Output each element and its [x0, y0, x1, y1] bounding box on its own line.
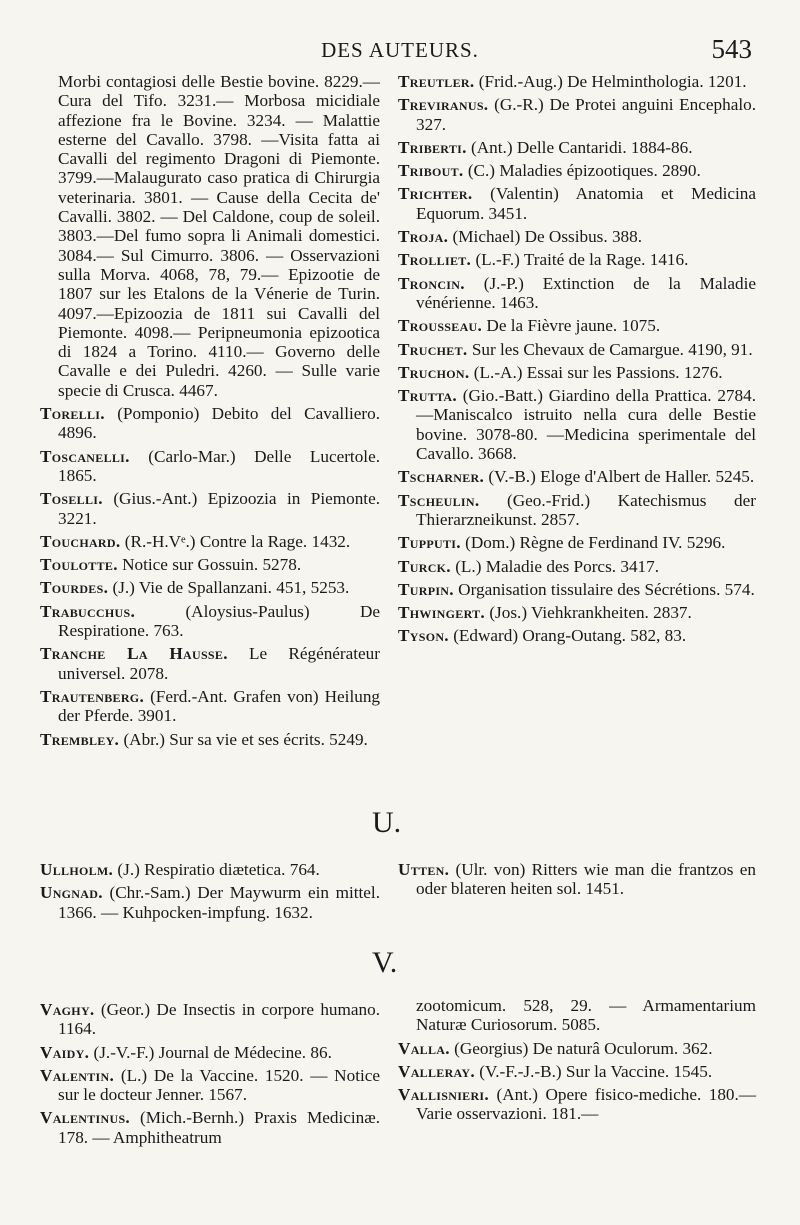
entry-text: (Pomponio) Debito del Cavalliero. 4896. — [58, 404, 380, 443]
author-name: Trichter. — [398, 184, 473, 204]
right-entries — [398, 72, 756, 646]
page-number: 543 — [711, 34, 752, 64]
index-entry — [398, 138, 756, 157]
index-entry — [40, 555, 380, 574]
author-name: Tourdes. — [40, 578, 109, 598]
author-name: Valentinus. — [40, 1108, 131, 1128]
v-right-column — [398, 996, 756, 1128]
index-entry — [398, 363, 756, 382]
author-name: Valentin. — [40, 1065, 115, 1085]
index-entry — [398, 274, 756, 313]
index-entry — [40, 404, 380, 443]
author-name: Tscharner. — [398, 467, 485, 487]
author-name: Tupputi. — [398, 533, 461, 553]
entry-text: (Carlo-Mar.) Delle Lucertole. 1865. — [58, 446, 380, 485]
entry-text: (Ferd.-Ant. Grafen von) Heilung der Pferde. 3901. — [58, 686, 381, 726]
entry-text: (Aloysius-Paulus) De Respiratione. 763. — [58, 601, 380, 641]
index-entry — [40, 532, 380, 551]
entry-text: Le Régénérateur universel. 2078. — [58, 644, 380, 683]
author-name: Trabucchus. — [40, 601, 136, 621]
author-name: Ullholm. — [40, 860, 114, 879]
author-name: Vaghy. — [40, 1000, 95, 1019]
author-name: Toselli. — [40, 489, 103, 509]
entry-text: Sur les Chevaux de Camargue. 4190, 91. — [471, 339, 753, 359]
index-entry — [40, 860, 380, 879]
u-right-column — [398, 860, 756, 903]
author-name: Tribout. — [398, 161, 464, 181]
entry-text: (J.) Respiratio diætetica. 764. — [117, 860, 320, 879]
index-entry — [398, 95, 756, 134]
entry-text: (Edward) Orang-Outang. 582, 83. — [453, 626, 687, 646]
entry-text: (J.-V.-F.) Journal de Médecine. 86. — [93, 1042, 332, 1062]
author-name: Troncin. — [398, 273, 465, 293]
author-name: Triberti. — [398, 137, 467, 157]
entry-text: (C.) Maladies épizootiques. 2890. — [467, 161, 701, 181]
entry-text: (Geo.-Frid.) Katechismus der Thierarzneikunst. 2857. — [416, 490, 757, 529]
index-entry — [398, 580, 756, 599]
index-entry — [40, 447, 380, 486]
author-name: Torelli. — [40, 404, 105, 424]
index-entry — [398, 603, 756, 622]
index-entry — [398, 860, 756, 899]
author-name: Trautenberg. — [40, 686, 145, 706]
entry-text: (L.-A.) Essai sur les Passions. 1276. — [473, 362, 723, 382]
right-column-top — [398, 72, 756, 650]
index-entry — [398, 491, 756, 530]
index-entry — [40, 1043, 380, 1062]
entry-text: (Abr.) Sur sa vie et ses écrits. 5249. — [123, 729, 368, 749]
entry-text: (Jos.) Viehkrankheiten. 2837. — [489, 603, 692, 623]
index-entry — [398, 227, 756, 246]
author-name: Trembley. — [40, 729, 120, 749]
left-entries — [40, 404, 380, 749]
v-left-column — [40, 1000, 380, 1151]
index-entry — [398, 161, 756, 180]
author-name: Trutta. — [398, 386, 457, 406]
entry-text: Organisation tissulaire des Sécrétions. 574. — [458, 579, 755, 599]
index-entry — [40, 1066, 380, 1105]
entry-text: (J.-P.) Extinction de la Maladie vénérienne. 1463. — [416, 273, 756, 312]
entry-text: (Geor.) De Insectis in corpore humano. 1164. — [58, 1000, 380, 1039]
entry-text: Notice sur Gossuin. 5278. — [122, 555, 302, 575]
index-entry — [398, 72, 756, 91]
left-column-top — [40, 72, 380, 753]
author-name: Ungnad. — [40, 883, 103, 903]
entry-text: (Valentin) Anatomia et Medicina Equorum. 3451. — [416, 184, 756, 223]
entry-text: (Georgius) De naturâ Oculorum. 362. — [454, 1038, 713, 1058]
continuation-entry: Morbi contagiosi delle Bestie bovine. 8229.—Cura del Tifo. 3231.— Morbosa micidiale affezione fra le Bovine. 3234. — Malattie esterne del Cavallo. 3798. —Visita fatta ai Cavalli del regimento Dragoni di Piemonte. 3799.—Malaugurato caso pratica di Chirurgia veterinaria. 3801. — Cause della Cecita de' Cavalli. 3802. — Del Caldone, coup de soleil. 3803.—Del fumo sopra li Animali domestici. 3084.— Sul Cimurro. 3806. — Osservazioni sulla Morva. 4068, 78, 79.— Epizootie de 1807 sur les Etalons de la Vénerie de Turin. 4097.—Epizoozia de 1811 sui Cavalli del Piemonte. 4098.— Peripneumonia epizootica di 1824 a Torino. 4110.— Governo delle Cavalle e dei Puledri. 4260. — Sulle varie specie di Crusca. 4467. — [58, 72, 380, 400]
author-name: Toscanelli. — [40, 446, 130, 466]
entry-text: (Ant.) Delle Cantaridi. 1884-86. — [471, 137, 693, 157]
entry-text: (R.-H.Vᵉ.) Contre la Rage. 1432. — [124, 531, 351, 551]
entry-text: (L.) De la Vaccine. 1520. — Notice sur le docteur Jenner. 1567. — [58, 1065, 380, 1105]
index-entry — [40, 1108, 380, 1147]
index-entry — [40, 687, 380, 726]
author-name: Thwingert. — [398, 603, 486, 623]
index-entry — [40, 489, 380, 528]
entry-text: (V.-B.) Eloge d'Albert de Haller. 5245. — [488, 467, 755, 487]
index-entry — [40, 730, 380, 749]
index-entry — [398, 1085, 756, 1124]
index-entry — [398, 1039, 756, 1058]
author-name: Vallisnieri. — [398, 1085, 490, 1105]
index-entry — [40, 644, 380, 683]
index-entry — [40, 602, 380, 641]
index-entry — [398, 557, 756, 576]
continuation-entry: zootomicum. 528, 29. — Armamentarium Naturæ Curiosorum. 5085. — [416, 996, 756, 1035]
author-name: Turck. — [398, 556, 451, 576]
index-entry — [398, 533, 756, 552]
author-name: Touchard. — [40, 531, 121, 551]
entry-text: (G.-R.) De Protei anguini Encephalo. 327. — [416, 95, 757, 134]
entry-text: (Gio.-Batt.) Giardino della Prattica. 2784.—Maniscalco istruito nella cura delle Bestie bovine. 3078-80. —Medicina sperimentale del Cavallo. 3668. — [416, 386, 757, 464]
author-name: Treviranus. — [398, 95, 489, 115]
entry-text: (L.) Maladie des Porcs. 3417. — [455, 556, 660, 576]
u-left-column — [40, 860, 380, 926]
index-entry — [398, 316, 756, 335]
author-name: Troja. — [398, 227, 449, 247]
entry-text: (Ulr. von) Ritters wie man die frantzos en oder blateren heiten sol. 1451. — [416, 860, 756, 899]
index-entry — [398, 386, 756, 463]
entry-text: (Frid.-Aug.) De Helminthologia. 1201. — [478, 72, 747, 91]
author-name: Vaidy. — [40, 1042, 90, 1062]
index-entry — [398, 626, 756, 645]
index-entry — [398, 250, 756, 269]
author-name: Trousseau. — [398, 316, 483, 336]
index-entry — [40, 1000, 380, 1039]
entry-text: (Mich.-Bernh.) Praxis Medicinæ. 178. — Amphitheatrum — [58, 1108, 380, 1147]
author-name: Tyson. — [398, 626, 449, 646]
author-name: Toulotte. — [40, 555, 118, 575]
entry-text: (Dom.) Règne de Ferdinand IV. 5296. — [465, 533, 726, 553]
running-title: DES AUTEURS. — [321, 38, 479, 62]
index-entry — [398, 1062, 756, 1081]
author-name: Truchon. — [398, 362, 470, 382]
entry-text: (Chr.-Sam.) Der Maywurm ein mittel. 1366. — Kuhpocken-impfung. 1632. — [58, 883, 380, 922]
section-letter-u: U. — [372, 806, 402, 839]
entry-text: (J.) Vie de Spallanzani. 451, 5253. — [112, 578, 350, 598]
entry-text: (Michael) De Ossibus. 388. — [452, 227, 643, 247]
entry-text: (V.-F.-J.-B.) Sur la Vaccine. 1545. — [479, 1061, 713, 1081]
entry-text: De la Fièvre jaune. 1075. — [486, 316, 661, 336]
index-entry — [398, 184, 756, 223]
index-entry — [40, 883, 380, 922]
author-name: Tranche La Hausse. — [40, 644, 228, 664]
author-name: Truchet. — [398, 339, 468, 359]
author-name: Treutler. — [398, 72, 475, 91]
entry-text: (Gius.-Ant.) Epizoozia in Piemonte. 3221. — [58, 489, 380, 528]
section-letter-v: V. — [372, 946, 398, 979]
author-name: Valleray. — [398, 1061, 475, 1081]
entry-text: (L.-F.) Traité de la Rage. 1416. — [475, 250, 689, 270]
index-entry — [398, 467, 756, 486]
author-name: Tscheulin. — [398, 490, 480, 510]
entry-text: (Ant.) Opere fisico-mediche. 180.—Varie osservazioni. 181.— — [416, 1085, 757, 1124]
index-entry — [40, 578, 380, 597]
index-entry — [398, 340, 756, 359]
author-name: Utten. — [398, 860, 450, 879]
author-name: Turpin. — [398, 579, 454, 599]
author-name: Trolliet. — [398, 250, 472, 270]
author-name: Valla. — [398, 1038, 450, 1058]
